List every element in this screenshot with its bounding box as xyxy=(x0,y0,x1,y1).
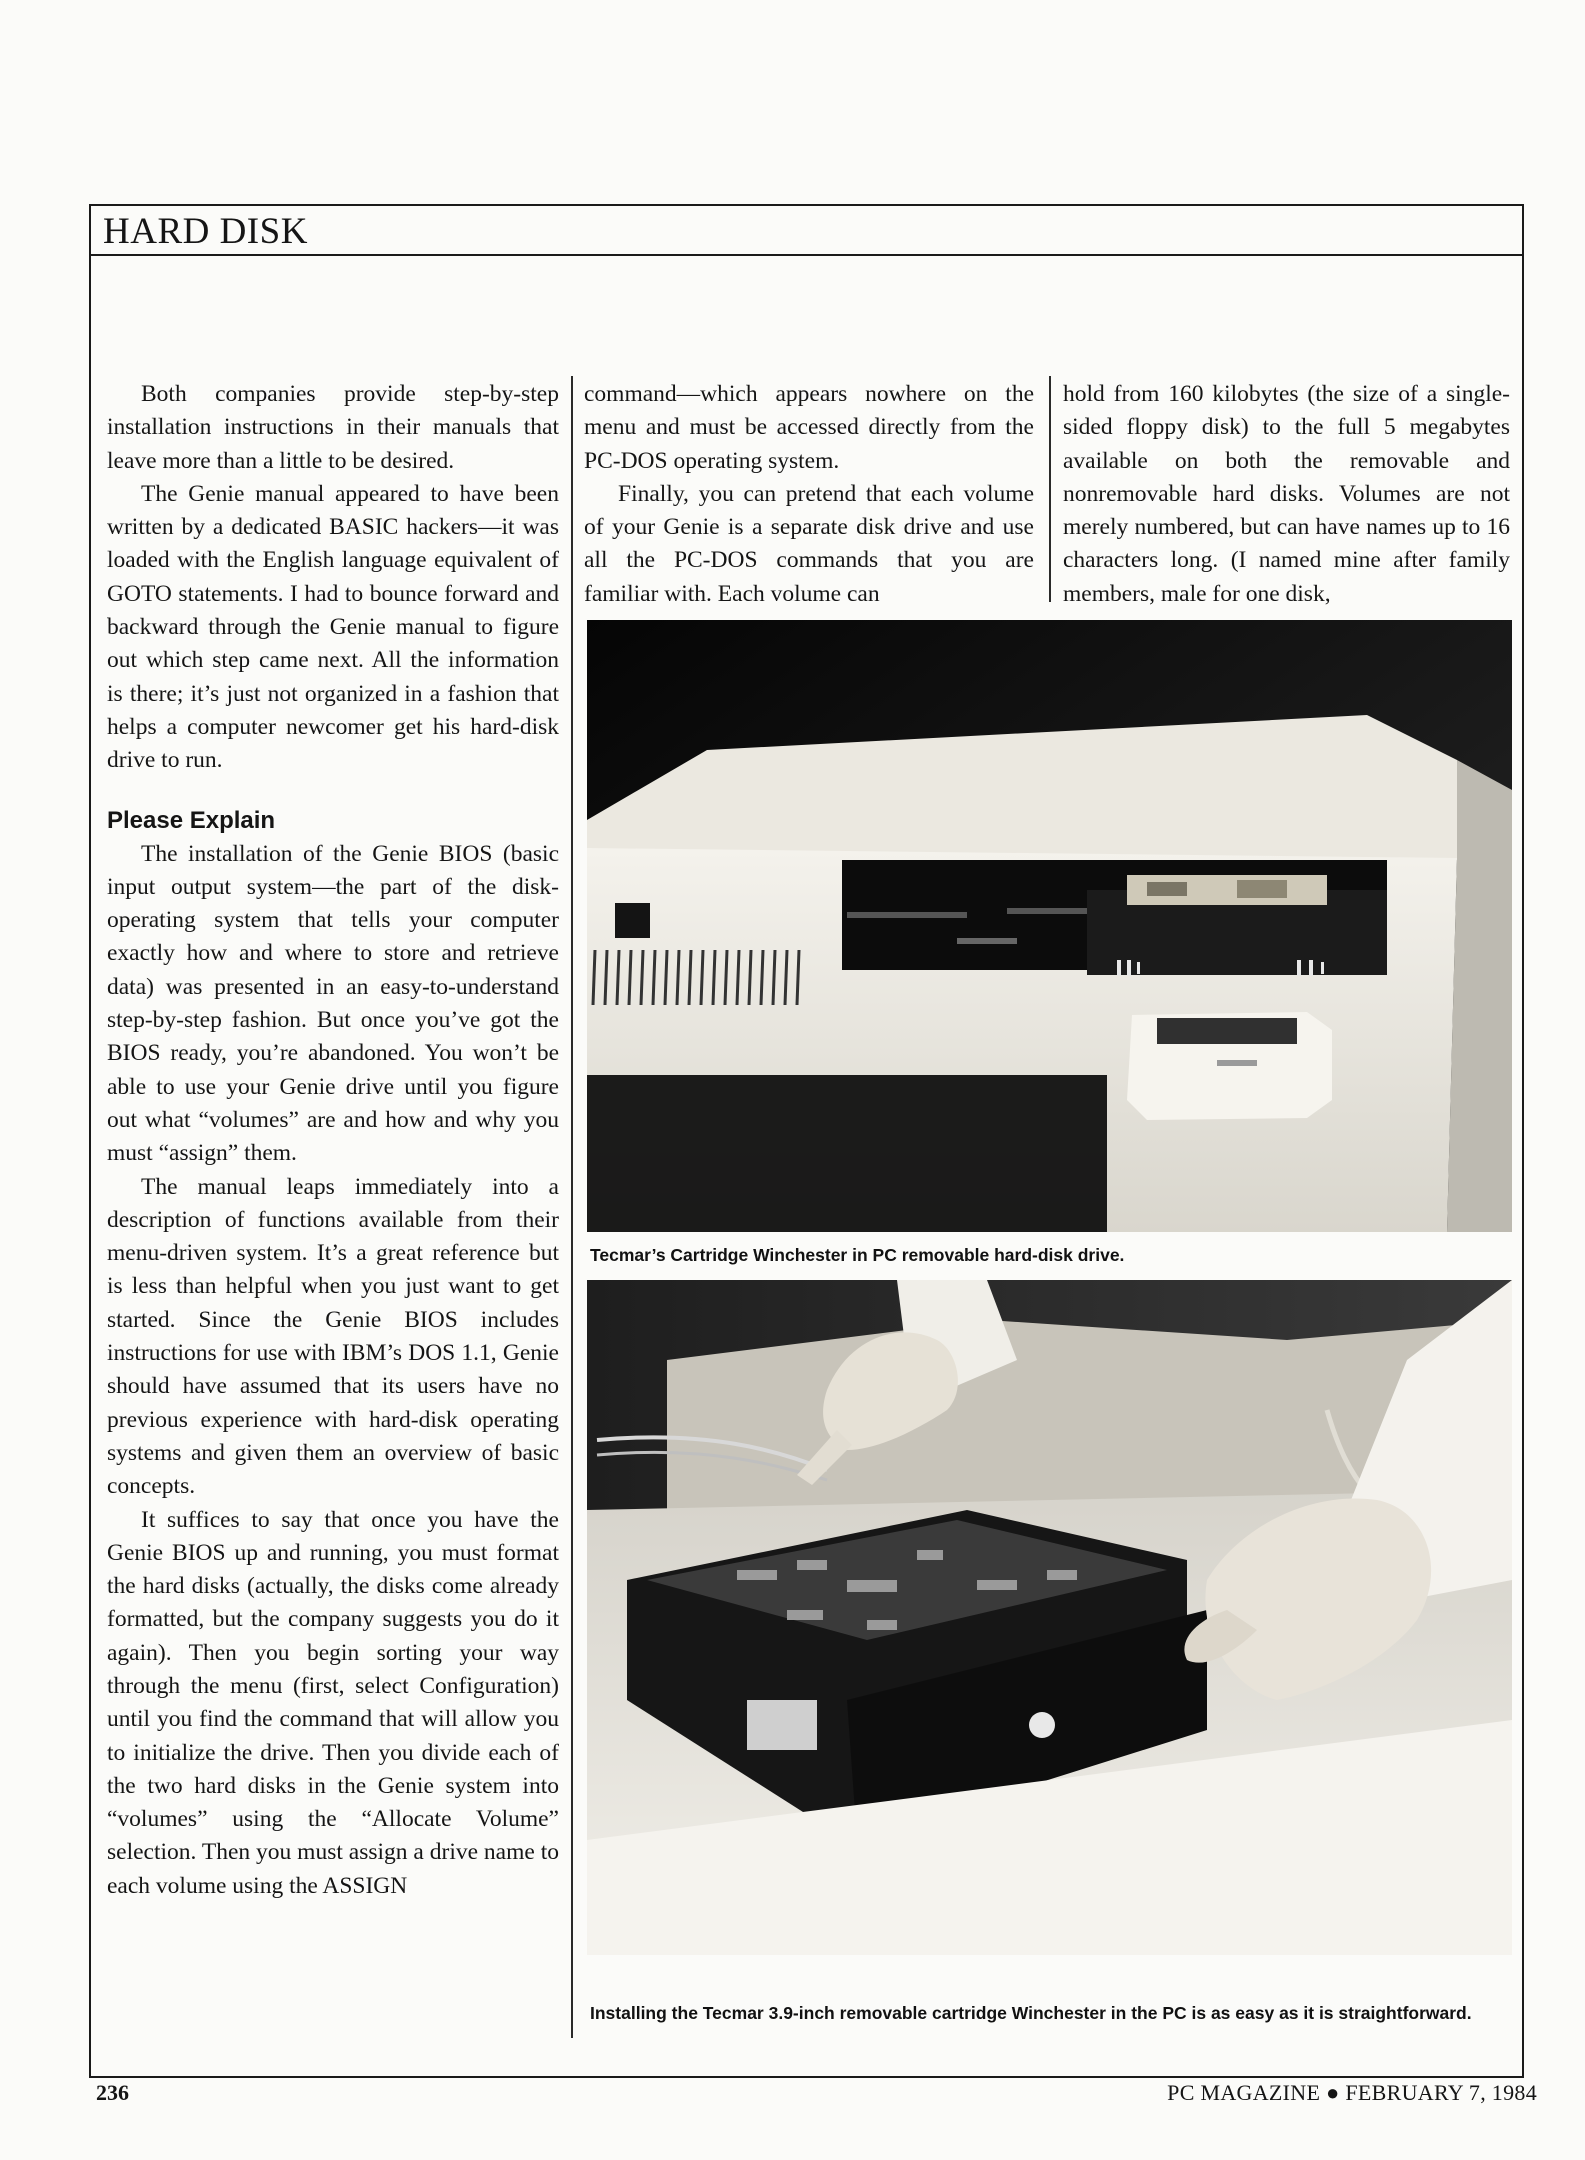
paragraph: command—which appears nowhere on the menu and must be accessed directly from the PC-DOS operating system. xyxy=(584,381,1034,474)
photo-tecmar-pc-drive xyxy=(587,620,1512,1232)
column-rule xyxy=(1049,376,1051,602)
section-header xyxy=(89,204,1524,256)
paragraph: Both companies provide step-by-step installation instructions in their manuals that leave more than a little to be desired. xyxy=(107,381,559,474)
paragraph: hold from 160 kilobytes (the size of a single-sided floppy disk) to the full 5 megabytes available on both the removable and nonremovable hard disks. Volumes are not merely numbered, but can have names up to 16 characters long. (I named mine after family members, male for one disk, xyxy=(1063,381,1510,607)
paragraph: The Genie manual appeared to have been written by a dedicated BASIC hackers—it was loaded with the English language equivalent of GOTO statements. I had to bounce forward and backward through the Genie manual to figure out which step came next. All the information is there; it’s just not organized in a fashion that helps a computer newcomer get his hard-disk drive to run. xyxy=(107,480,559,774)
photo-caption-top: Tecmar’s Cartridge Winchester in PC removable hard-disk drive. xyxy=(590,1245,1125,1265)
text-column-1 xyxy=(107,378,559,1903)
photo-installing-cartridge xyxy=(587,1280,1512,1955)
photo-caption-bottom: Installing the Tecmar 3.9-inch removable cartridge Winchester in the PC is as easy as it is straightforward. xyxy=(590,2003,1472,2023)
page-number: 236 xyxy=(96,2080,129,2105)
paragraph: The manual leaps immediately into a description of functions available from their menu-driven system. It’s a great reference but is less than helpful when you just want to get started. Since the Genie BIOS includes instructions for use with IBM’s DOS 1.1, Genie should have assumed that its users have no previous experience with hard-disk operating systems and given them an overview of basic concepts. xyxy=(107,1173,559,1500)
paragraph: It suffices to say that once you have the Genie BIOS up and running, you must format the hard disks (actually, the disks come already formatted, but the company suggests you do it again). Then you begin sorting your way through the menu (first, select Configuration) until you find the command that will allow you to initialize the drive. Then you divide each of the two hard disks in the Genie system into “volumes” using the “Allocate Volume” selection. Then you must assign a drive name to each volume using the ASSIGN xyxy=(107,1506,559,1899)
text-column-2 xyxy=(584,378,1034,611)
paragraph: The installation of the Genie BIOS (basic input output system—the part of the disk-operating system that tells your computer exactly how and where to store and retrieve data) was presented in an easy-to-understand step-by-step fashion. But once you’ve got the BIOS ready, you’re abandoned. You won’t be able to use your Genie drive until you figure out what “volumes” are and how and why you must “assign” them. xyxy=(107,840,559,1167)
subhead-please-explain: Please Explain xyxy=(107,806,276,834)
paragraph: Finally, you can pretend that each volume of your Genie is a separate disk drive and use all the PC-DOS commands that you are familiar with. Each volume can xyxy=(584,480,1034,607)
text-column-3 xyxy=(1063,378,1510,611)
column-rule xyxy=(571,376,573,2038)
section-title: HARD DISK xyxy=(103,211,308,252)
publication-line: PC MAGAZINE ● FEBRUARY 7, 1984 xyxy=(1167,2080,1537,2105)
